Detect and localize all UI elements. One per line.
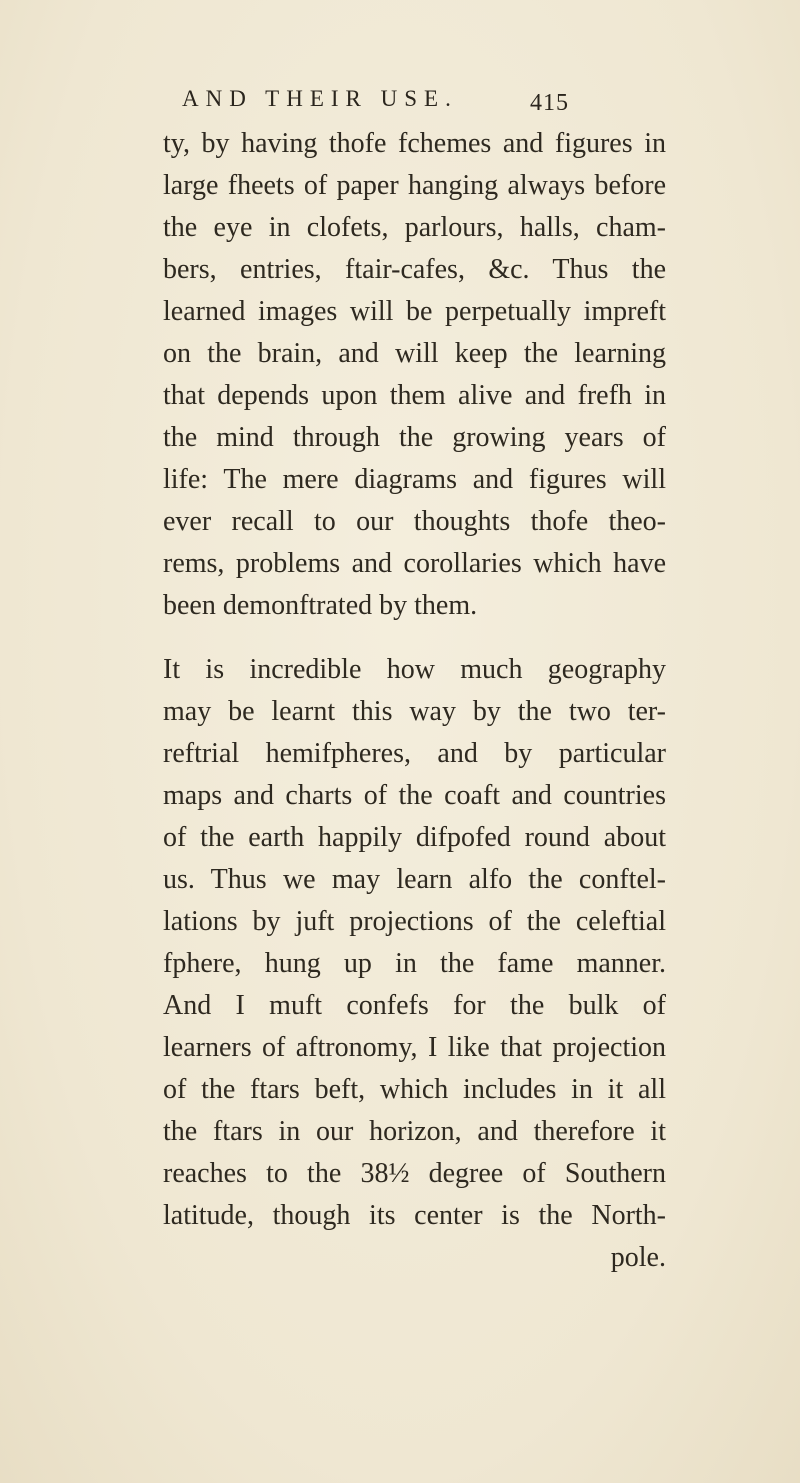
running-title: AND THEIR USE.	[182, 86, 458, 111]
page-header	[182, 86, 582, 116]
text-line: may be learnt this way by the two ter-	[163, 696, 666, 727]
text-line: the eye in clofets, parlours, halls, cham-	[163, 212, 666, 243]
page-number: 415	[530, 90, 569, 116]
text-line: learned images will be perpetually impreft	[163, 296, 666, 327]
text-line: And I muft confefs for the bulk of	[163, 990, 666, 1021]
text-line: life: The mere diagrams and figures will	[163, 464, 666, 495]
text-line: pole.	[610, 1242, 666, 1273]
text-line: reftrial hemifpheres, and by particular	[163, 738, 666, 769]
text-line: learners of aftronomy, I like that projection	[163, 1032, 666, 1063]
text-line: large fheets of paper hanging always before	[163, 170, 666, 201]
text-line: the mind through the growing years of	[163, 422, 666, 453]
text-line: the ftars in our horizon, and therefore it	[163, 1116, 666, 1147]
text-line: of the earth happily difpofed round about	[163, 822, 666, 853]
text-line: latitude, though its center is the North-	[163, 1200, 666, 1231]
text-line: maps and charts of the coaft and countries	[163, 780, 666, 811]
text-line: It is incredible how much geography	[163, 654, 666, 685]
text-line: ty, by having thofe fchemes and figures in	[163, 128, 666, 159]
text-line: fphere, hung up in the fame manner.	[163, 948, 666, 979]
text-line: on the brain, and will keep the learning	[163, 338, 666, 369]
text-line: been demonftrated by them.	[163, 590, 478, 621]
text-line: reaches to the 38½ degree of Southern	[163, 1158, 666, 1189]
text-line: lations by juft projections of the celeftial	[163, 906, 666, 937]
text-line: rems, problems and corollaries which have	[163, 548, 666, 579]
text-line: ever recall to our thoughts thofe theo-	[163, 506, 666, 537]
text-line: of the ftars beft, which includes in it all	[163, 1074, 666, 1105]
text-line: bers, entries, ftair-cafes, &c. Thus the	[163, 254, 666, 285]
text-line: that depends upon them alive and frefh in	[163, 380, 666, 411]
text-line: us. Thus we may learn alfo the conftel-	[163, 864, 666, 895]
